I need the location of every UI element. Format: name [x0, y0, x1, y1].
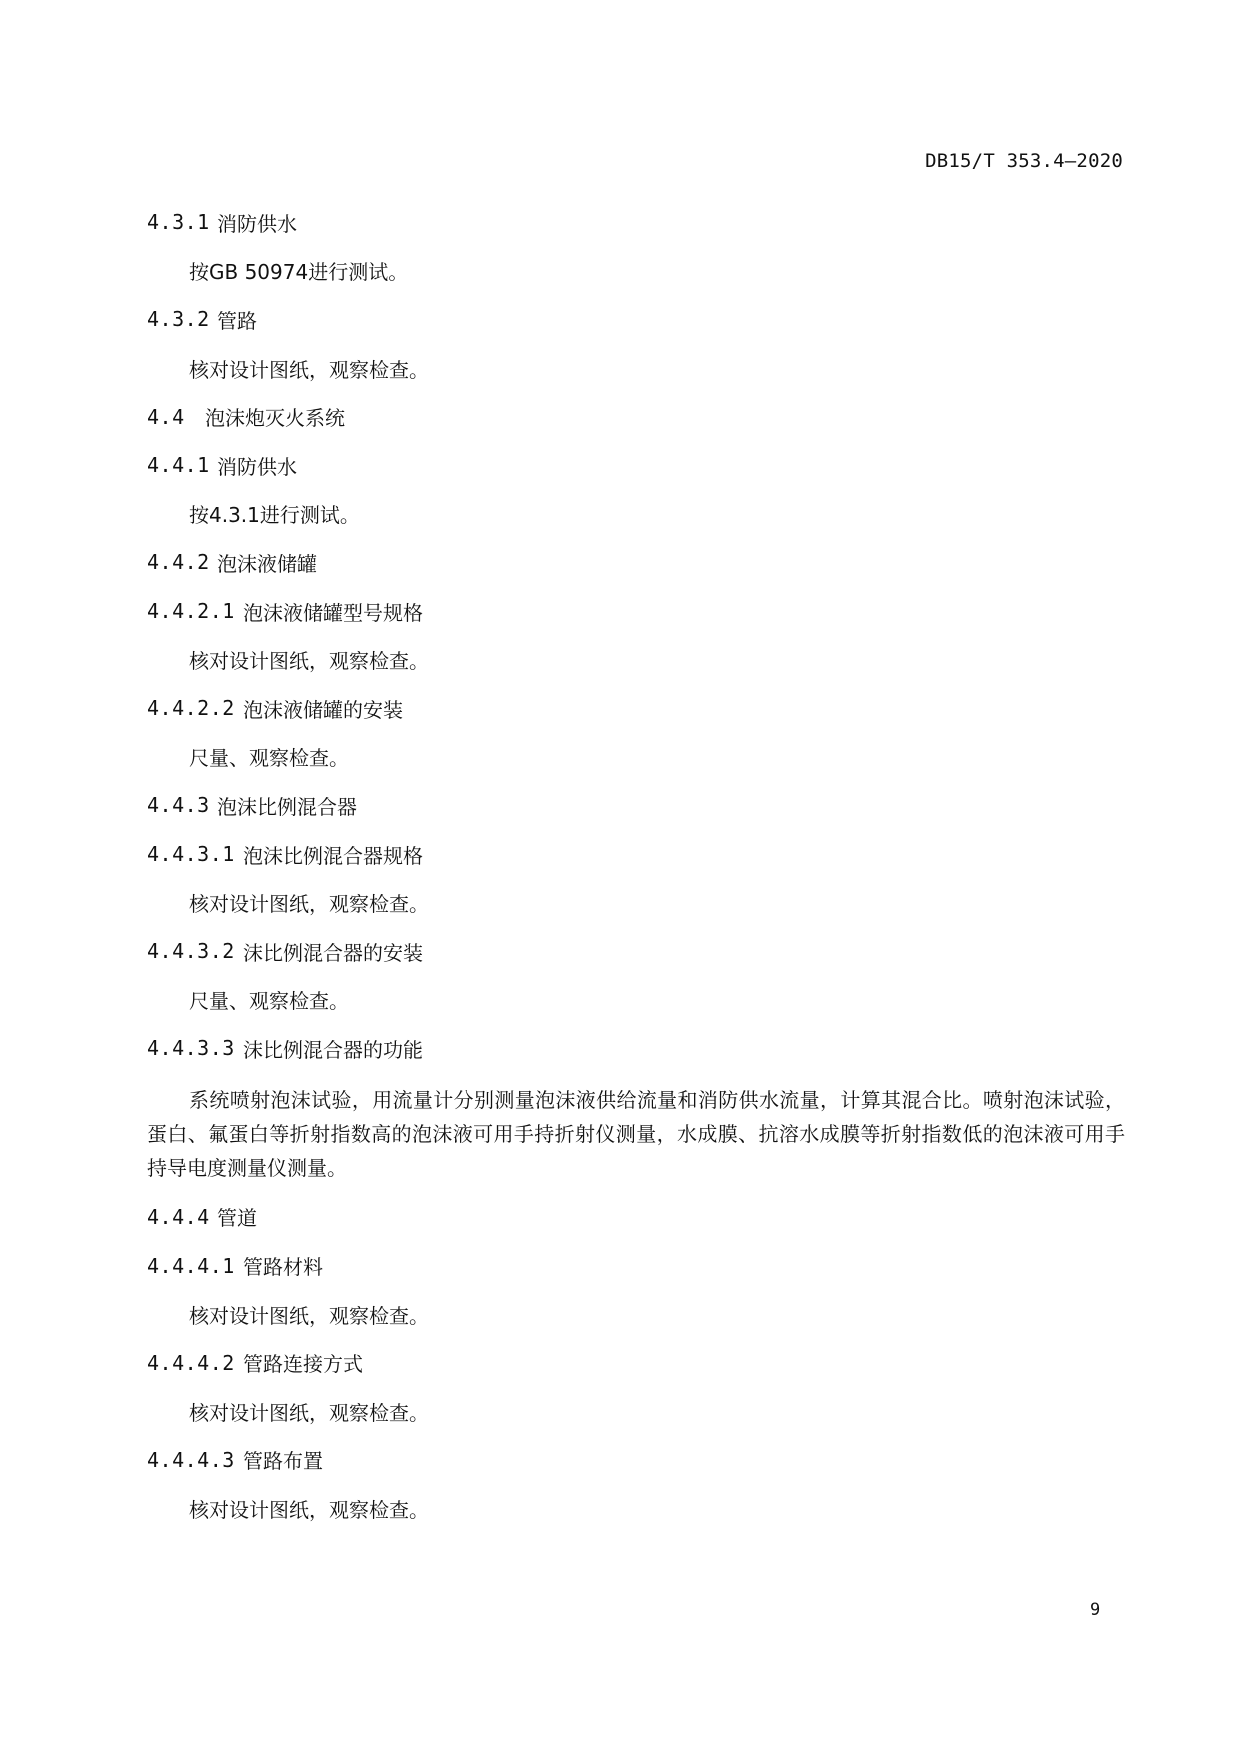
- section-number: 4.4.3: [147, 793, 210, 818]
- section-heading: [147, 1193, 1125, 1242]
- section-heading: [147, 927, 1125, 976]
- section-title: 管路布置: [243, 1449, 323, 1474]
- body-text: 按4.3.1进行测试。: [189, 503, 360, 528]
- section-title: 管路材料: [243, 1255, 323, 1280]
- section-title: 沫比例混合器的安装: [243, 940, 423, 965]
- body-text: 尺量、观察检查。: [189, 746, 349, 771]
- sections-bottom: [147, 1193, 1125, 1533]
- section-title: 泡沫比例混合器: [217, 794, 357, 819]
- document-code: DB15/T 353.4—2020: [925, 150, 1123, 172]
- section-heading: [147, 587, 1125, 636]
- section-number: 4.4.2.2: [147, 696, 235, 721]
- body-text: 核对设计图纸，观察检查。: [189, 649, 429, 674]
- section-title: 泡沫液储罐: [217, 551, 317, 576]
- section-heading: [147, 684, 1125, 733]
- section-number: 4.4.4.2: [147, 1350, 235, 1375]
- section-number: 4.4: [147, 404, 185, 429]
- section-heading: [147, 392, 1125, 441]
- body-text: 核对设计图纸，观察检查。: [189, 1303, 429, 1328]
- section-number: 4.4.3.1: [147, 842, 235, 867]
- section-number: 4.4.4.1: [147, 1253, 235, 1278]
- section-number: 4.3.1: [147, 210, 210, 235]
- section-title: 泡沫液储罐的安装: [243, 697, 403, 722]
- page-number: 9: [1090, 1600, 1101, 1620]
- section-number: 4.4.1: [147, 453, 210, 478]
- body-text: 核对设计图纸，观察检查。: [189, 1400, 429, 1425]
- section-title: 泡沫液储罐型号规格: [243, 600, 423, 625]
- section-title: 消防供水: [217, 454, 297, 479]
- section-heading: [147, 295, 1125, 344]
- section-number: 4.4.4.3: [147, 1447, 235, 1472]
- section-title: 管路连接方式: [243, 1352, 363, 1377]
- section-title: 管道: [217, 1206, 257, 1231]
- section-title: 泡沫炮灭火系统: [205, 406, 345, 431]
- section-heading: [147, 1024, 1125, 1073]
- body-text: 核对设计图纸，观察检查。: [189, 1498, 429, 1523]
- section-number: 4.3.2: [147, 307, 210, 332]
- section-title: 消防供水: [217, 211, 297, 236]
- body-text: 核对设计图纸，观察检查。: [189, 357, 429, 382]
- body-text: 尺量、观察检查。: [189, 989, 349, 1014]
- section-heading: [147, 538, 1125, 587]
- section-heading: [147, 1241, 1125, 1290]
- document-body: [147, 198, 1125, 1533]
- paragraph-4-4-3-3: 系统喷射泡沫试验，用流量计分别测量泡沫液供给流量和消防供水流量，计算其混合比。喷射泡沫试验，蛋白、氟蛋白等折射指数高的泡沫液可用手持折射仪测量，水成膜、抗溶水成膜等折射指数低的泡沫液可用手持导电度测量仪测量。: [147, 1087, 1125, 1180]
- body-text: 按GB 50974进行测试。: [189, 260, 409, 285]
- section-title: 泡沫比例混合器规格: [243, 843, 423, 868]
- section-heading: [147, 781, 1125, 830]
- section-number: 4.4.2: [147, 550, 210, 575]
- body-text: 核对设计图纸，观察检查。: [189, 892, 429, 917]
- section-heading: [147, 198, 1125, 247]
- section-heading: [147, 830, 1125, 879]
- section-heading: [147, 1338, 1125, 1387]
- section-number: 4.4.4: [147, 1204, 210, 1229]
- section-heading: [147, 441, 1125, 490]
- section-title: 沫比例混合器的功能: [243, 1037, 423, 1062]
- section-number: 4.4.2.1: [147, 599, 235, 624]
- section-number: 4.4.3.2: [147, 939, 235, 964]
- sections-top: [147, 198, 1125, 1073]
- section-title: 管路: [217, 308, 257, 333]
- section-number: 4.4.3.3: [147, 1036, 235, 1061]
- section-heading: [147, 1436, 1125, 1485]
